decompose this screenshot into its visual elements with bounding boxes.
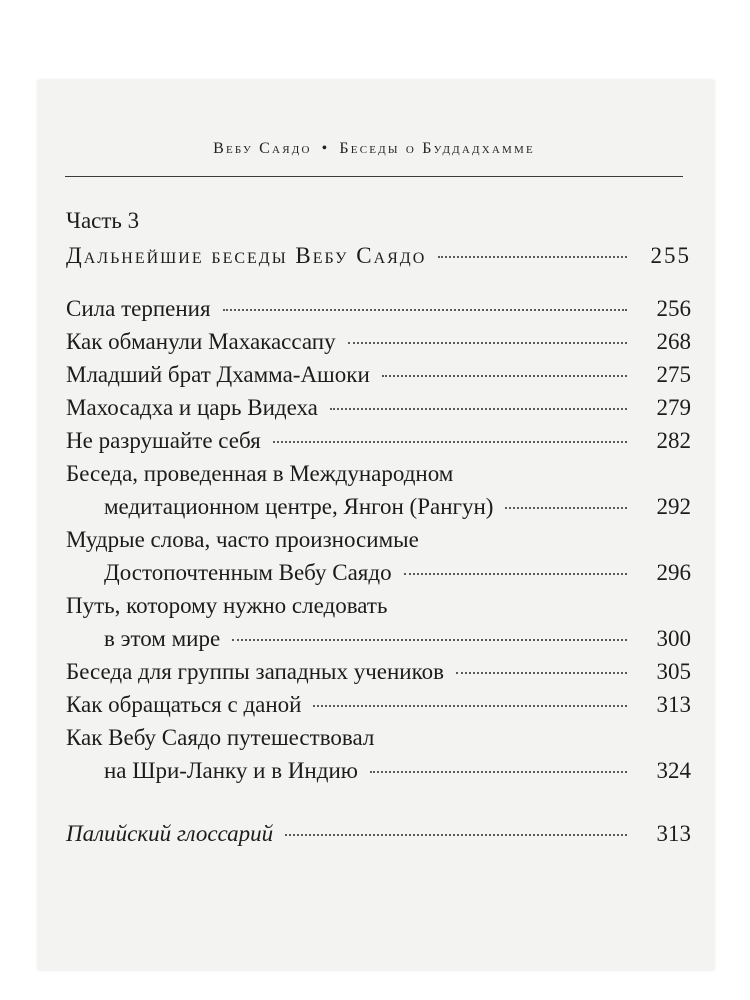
entry-title: на Шри-Ланку и в Индию bbox=[104, 758, 358, 783]
toc-entry bbox=[66, 424, 691, 457]
page-number: 313 bbox=[656, 821, 691, 846]
entry-title: Махосадха и царь Видеха bbox=[66, 395, 318, 420]
page-number: 282 bbox=[656, 428, 691, 453]
entry-title: Сила терпения bbox=[66, 296, 211, 321]
page-number: 324 bbox=[656, 758, 691, 783]
page-number: 313 bbox=[656, 692, 691, 717]
part-label: Часть 3 bbox=[66, 208, 140, 233]
entry-title: Как обращаться с даной bbox=[66, 692, 302, 717]
dot-leader bbox=[273, 441, 627, 443]
page-number: 279 bbox=[656, 395, 691, 420]
dot-leader bbox=[348, 342, 627, 344]
page-number: 305 bbox=[656, 659, 691, 684]
toc-entry bbox=[66, 622, 691, 655]
page-number: 268 bbox=[656, 329, 691, 354]
entry-title: Не разрушайте себя bbox=[66, 428, 261, 453]
header-rule bbox=[65, 176, 683, 177]
entry-title-line: Как Вебу Саядо путешествовал bbox=[66, 725, 375, 750]
toc-entry bbox=[66, 655, 691, 688]
toc-entry bbox=[66, 292, 691, 325]
header-book-title: Беседы о Буддадхамме bbox=[339, 140, 535, 157]
page-number: 275 bbox=[656, 362, 691, 387]
entry-title: Младший брат Дхамма-Ашоки bbox=[66, 362, 370, 387]
header-separator: • bbox=[321, 140, 330, 157]
glossary-title: Палийский глоссарий bbox=[66, 821, 274, 846]
dot-leader bbox=[505, 507, 627, 509]
dot-leader bbox=[404, 573, 627, 575]
dot-leader bbox=[456, 672, 627, 674]
dot-leader bbox=[370, 771, 627, 773]
dot-leader bbox=[223, 309, 627, 311]
toc-entries bbox=[66, 292, 691, 787]
toc-entry bbox=[66, 391, 691, 424]
page-number: 255 bbox=[650, 243, 691, 268]
entry-title-line: Беседа, проведенная в Международном bbox=[66, 461, 454, 486]
part-title: Дальнейшие беседы Вебу Саядо bbox=[66, 243, 427, 268]
page-number: 296 bbox=[656, 560, 691, 585]
entry-title: Достопочтенным Вебу Саядо bbox=[104, 560, 392, 585]
toc-entry bbox=[66, 325, 691, 358]
entry-title: Как обманули Махакассапу bbox=[66, 329, 336, 354]
dot-leader bbox=[285, 834, 627, 836]
entry-title: медитационном центре, Янгон (Рангун) bbox=[104, 494, 494, 519]
entry-title: Беседа для группы западных учеников bbox=[66, 659, 444, 684]
toc-entry bbox=[66, 754, 691, 787]
entry-title: в этом мире bbox=[104, 626, 221, 651]
toc-entry bbox=[66, 358, 691, 391]
toc-entry bbox=[66, 688, 691, 721]
header-author: Вебу Саядо bbox=[213, 140, 312, 157]
page-number: 292 bbox=[656, 494, 691, 519]
dot-leader bbox=[382, 375, 627, 377]
running-head bbox=[65, 140, 683, 158]
dot-leader bbox=[232, 639, 627, 641]
page-number: 256 bbox=[656, 296, 691, 321]
dot-leader bbox=[313, 705, 627, 707]
table-of-contents bbox=[66, 204, 691, 850]
glossary-entry bbox=[66, 817, 691, 850]
dot-leader bbox=[438, 256, 627, 258]
toc-entry bbox=[66, 556, 691, 589]
page-number: 300 bbox=[656, 626, 691, 651]
part-title-entry bbox=[66, 238, 691, 274]
toc-entry bbox=[66, 490, 691, 523]
entry-title-line: Мудрые слова, часто произносимые bbox=[66, 527, 419, 552]
dot-leader bbox=[330, 408, 627, 410]
entry-title-line: Путь, которому нужно следовать bbox=[66, 593, 388, 618]
